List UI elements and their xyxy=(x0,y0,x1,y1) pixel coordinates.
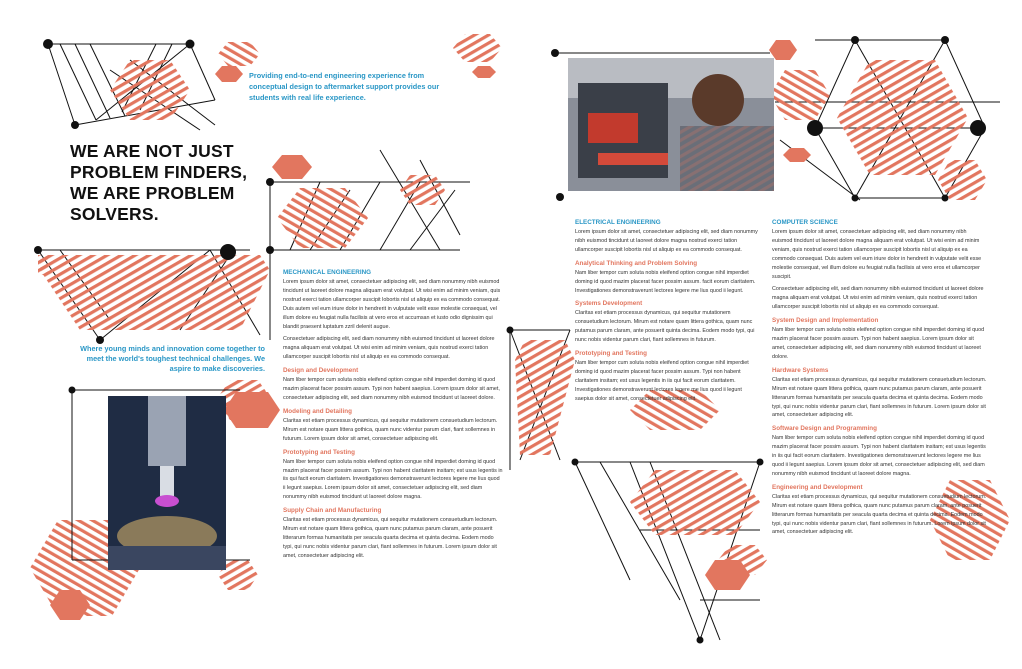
dot xyxy=(852,195,859,202)
section-software-design xyxy=(772,424,988,479)
hex-striped-top-right xyxy=(837,60,968,175)
section-title: Analytical Thinking and Problem Solving xyxy=(575,259,698,267)
striped-band-left xyxy=(40,255,270,330)
section-electrical-engineering xyxy=(575,218,759,255)
section-paragraph: Claritas est etiam processus dynamicus, qui sequitur mutationem consuetudium lectorum. Mirum est notare quam littera gothica, quam nunc putamus parum claram, ante posuerit litterarum formas humanitatis per seacula quarta decima et quinta decima. Eodem modo typi, qui nunc nobis videntur parum clari, fiant sollemnes in futurum. Lorem ipsum dolor sit amet, consectetuer adipiscing elit. xyxy=(283,517,498,559)
hex-striped-mid xyxy=(277,188,368,248)
hex-striped-right-small xyxy=(770,70,830,120)
headline-line: WE ARE NOT JUST xyxy=(70,141,234,161)
tagline-text: Where young minds and innovation come together to meet the world's toughest technical challenges. We aspire to make discoveries. xyxy=(80,344,265,373)
section-systems-development xyxy=(575,299,759,345)
dot xyxy=(757,459,764,466)
photo-illustration xyxy=(568,58,774,191)
section-title: Systems Development xyxy=(575,300,643,308)
section-title: MECHANICAL ENGINEERING xyxy=(283,269,372,276)
section-paragraph: Claritas est etiam processus dynamicus, qui sequitur mutationem consuetudium lectorum. Mirum est notare quam littera gothica, quam nunc putamus parum claram, ante posuerit litterarum formas humanitatis per seacula quarta decima et quinta decima. Eodem modo typi, qui nunc nobis videntur parum clari, fiant sollemnes in futurum. Lorem ipsum dolor sit amet, consectetuer adipiscing elit. xyxy=(772,376,987,419)
section-prototyping-testing xyxy=(283,448,503,503)
striped-edge xyxy=(38,255,48,275)
main-headline xyxy=(70,141,270,225)
dot xyxy=(507,327,514,334)
section-title: Hardware Systems xyxy=(772,366,829,374)
section-title: Modeling and Detailing xyxy=(283,407,352,415)
section-system-design xyxy=(772,316,988,362)
section-paragraph: Consectetuer adipiscing elit, sed diam nonummy nibh euismod tincidunt ut laoreet dolore magna aliquam erat volutpat. Ut wisi enim ad minim veniam, quis nostrud exerci tation ullamcorper suscipit lobortis nisl ut aliquip ex ea commodo consequat. xyxy=(283,336,495,361)
dot xyxy=(942,195,949,202)
section-paragraph: Lorem ipsum dolor sit amet, consectetuer adipiscing elit, sed diam nonummy nibh euismod tincidunt ut laoreet dolore magna aliquam erat volutpat. Ut wisi enim ad minim veniam, quis nostrud exerci tation ullamcorper suscipit lobortis nisl ut aliquip ex ea commodo consequat. Duis autem vel eum iriure dolor in hendrerit in vulputate velit esse molestie consequat, vel illum dolore eu feugiat nulla facilisis at vero eros et ullamcorper suscipit. xyxy=(772,229,982,280)
section-paragraph: Nam liber tempor cum soluta nobis eleifend option congue nihil imperdiet doming id quod mazim placerat facer possim assum. Typi non habent saepius. Lorem ipsum dolor sit amet, consectetuer adipiscing elit, sed diam nonummy nibh euismod tincidunt ut laoreet dolore. xyxy=(772,327,985,360)
dot xyxy=(69,387,76,394)
section-paragraph: Nam liber tempor cum soluta nobis eleifend option congue nihil imperdiet doming id quod mazim placerat facer possim assum. Typi non habent claritatem insitam; est usus legentis in iis qui facit eorum claritatem. Investigationes demonstraverunt lectores legere me lius quod ii legunt saepius. Lorem ipsum dolor sit amet, consectetuer adipiscing elit, sed diam nonummy nibh euismod tincidunt ut laoreet dolore magna. xyxy=(283,458,503,501)
section-analytical-thinking xyxy=(575,259,759,296)
section-computer-science xyxy=(772,218,988,312)
hex-solid-right-top xyxy=(769,40,797,60)
section-title: Prototyping and Testing xyxy=(283,448,355,456)
dot xyxy=(572,459,579,466)
section-design-development xyxy=(283,366,503,403)
dot xyxy=(941,36,949,44)
section-title: Engineering and Development xyxy=(772,483,863,491)
section-prototyping-testing-2 xyxy=(575,349,759,404)
section-title: COMPUTER SCIENCE xyxy=(772,219,838,226)
dot-large xyxy=(807,120,823,136)
section-paragraph: Lorem ipsum dolor sit amet, consectetuer adipiscing elit, sed diam nonummy nibh euismod tincidunt ut laoreet dolore magna nostrud exerci tation ullamcorper suscipit lobortis nisl ut aliquip ex ea commodo consequat. xyxy=(575,229,758,253)
section-title: Supply Chain and Manufacturing xyxy=(283,507,382,515)
section-mechanical-engineering xyxy=(283,268,503,362)
dot xyxy=(851,36,859,44)
intro-text: Providing end-to-end engineering experience from conceptual design to aftermarket support provides our students with real life experience. xyxy=(249,71,440,102)
hex-top-center xyxy=(453,34,502,62)
hex-striped-mid-small xyxy=(400,175,445,205)
dot xyxy=(71,121,79,129)
dot xyxy=(96,336,104,344)
photo-illustration xyxy=(108,396,226,570)
section-paragraph: Consectetuer adipiscing elit, sed diam nonummy nibh euismod tincidunt ut laoreet dolore magna aliquam erat volutpat. Ut wisi enim ad minim veniam, quis nostrud exerci tation ullamcorper suscipit lobortis nisl ut aliquip ex ea commodo consequat. xyxy=(772,286,984,311)
dot xyxy=(43,39,53,49)
headline-line: SOLVERS. xyxy=(70,204,159,224)
student-3d-printer-photo xyxy=(568,58,774,191)
dot xyxy=(186,40,195,49)
dot xyxy=(34,246,42,254)
section-paragraph: Claritas est etiam processus dynamicus, qui sequitur mutationem consuetudium lectorum. Mirum est notare quam littera gothica, quam nunc videntur parum clari, fiant sollemnes in futurum. Lorem ipsum dolor sit amet, consectetuer adipiscing elit. xyxy=(283,417,498,442)
hex-solid-mid xyxy=(272,155,312,179)
section-paragraph: Nam liber tempor cum soluta nobis eleifend option congue nihil imperdiet doming id quod mazim placerat facer possim assum. Typi non habent claritatem insitam; est usus legentis in iis qui facit eorum claritatem. Investigationes demonstraverunt lectores legere me lius quod ii legunt saepius dolor sit amet, consectetuer adipiscing elit. xyxy=(575,360,749,402)
dot-large xyxy=(970,120,986,136)
column-electrical xyxy=(575,218,759,408)
hex-solid-top-center xyxy=(472,66,496,78)
column-computer-science xyxy=(772,218,988,541)
hex-solid-small-top xyxy=(215,66,243,82)
section-engineering-development xyxy=(772,483,988,538)
section-paragraph: Nam liber tempor cum soluta nobis eleifend option congue nihil imperdiet doming id quod mazim placerat facer possim assum. Typi non habent saepius. Lorem ipsum dolor sit amet, consectetuer adipiscing elit, sed diam nonummy nibh euismod tincidunt ut laoreet dolore. xyxy=(283,377,500,401)
headline-line: WE ARE PROBLEM xyxy=(70,183,235,203)
dot xyxy=(266,246,274,254)
section-title: System Design and Implementation xyxy=(772,317,879,325)
dot-large xyxy=(220,244,236,260)
section-title: ELECTRICAL ENGINEERING xyxy=(575,219,661,226)
section-title: Software Design and Programming xyxy=(772,425,877,433)
section-modeling-detailing xyxy=(283,407,503,444)
hex-small-top xyxy=(218,42,260,66)
section-paragraph: Lorem ipsum dolor sit amet, consectetuer adipiscing elit, sed diam nonummy nibh euismod tincidunt ut laoreet dolore magna aliquam erat volutpat. Ut wisi enim ad minim veniam, quis nostrud exerci tation ullamcorper suscipit lobortis nisl ut aliquip ex ea commodo consequat. Duis autem vel eum iriure dolor in hendrerit in vulputate velit esse molestie consequat, vel illum dolore eu feugiat nulla facilisis at vero eros et accumsan et iusto odio dignissim qui blandit praesent luptatum zzril delenit augue. xyxy=(283,279,501,330)
column-mechanical xyxy=(283,268,503,565)
hex-striped-right-edge xyxy=(938,160,987,200)
cnc-machine-photo xyxy=(108,396,226,570)
headline-line: PROBLEM FINDERS, xyxy=(70,162,248,182)
section-supply-chain xyxy=(283,506,503,561)
section-paragraph: Nam liber tempor cum soluta nobis eleifend option congue nihil imperdiet doming id quod mazim placerat facer possim assum. facit eorum claritatem. Investigationes demonstraverunt lectores legere me lius quod ii legunt. xyxy=(575,269,756,294)
hex-striped-bottom-right xyxy=(630,470,760,535)
section-title: Prototyping and Testing xyxy=(575,350,647,358)
dot xyxy=(556,193,564,201)
section-paragraph: Claritas est etiam processus dynamicus, qui sequitur mutationem consuetudium lectorum. Mirum est notare quam littera gothica, quam nunc putamus parum claram, ante posuerit quinta decima. Eodem modo typi, qui nunc nobis videntur parum clari, fiant sollemnes in futurum. xyxy=(575,310,755,344)
section-paragraph: Nam liber tempor cum soluta nobis eleifend option congue nihil imperdiet doming id quod mazim placerat facer possim assum. Typi non habent claritatem insitam; est usus legentis in iis qui facit eorum claritatem. Investigationes demonstraverunt lectores legere me lius quod ii legunt saepius. Lorem ipsum dolor sit amet, consectetuer adipiscing elit, sed diam nonummy nibh euismod tincidunt ut laoreet dolore magna. xyxy=(772,435,986,477)
striped-band-right xyxy=(515,340,575,455)
section-hardware-systems xyxy=(772,366,988,421)
dot xyxy=(697,637,704,644)
section-title: Design and Development xyxy=(283,367,359,375)
section-paragraph: Claritas est etiam processus dynamicus, qui sequitur mutationem consuetudium lectorum. Mirum est notare quam littera gothica, quam nunc putamus parum claram, ante posuerit litterarum formas humanitatis per seacula quarta decima et quinta decima. Eodem modo typi, qui nunc nobis videntur parum clari, fiant sollemnes in futurum. Lorem ipsum dolor sit amet, consectetuer adipiscing elit. xyxy=(772,493,987,536)
